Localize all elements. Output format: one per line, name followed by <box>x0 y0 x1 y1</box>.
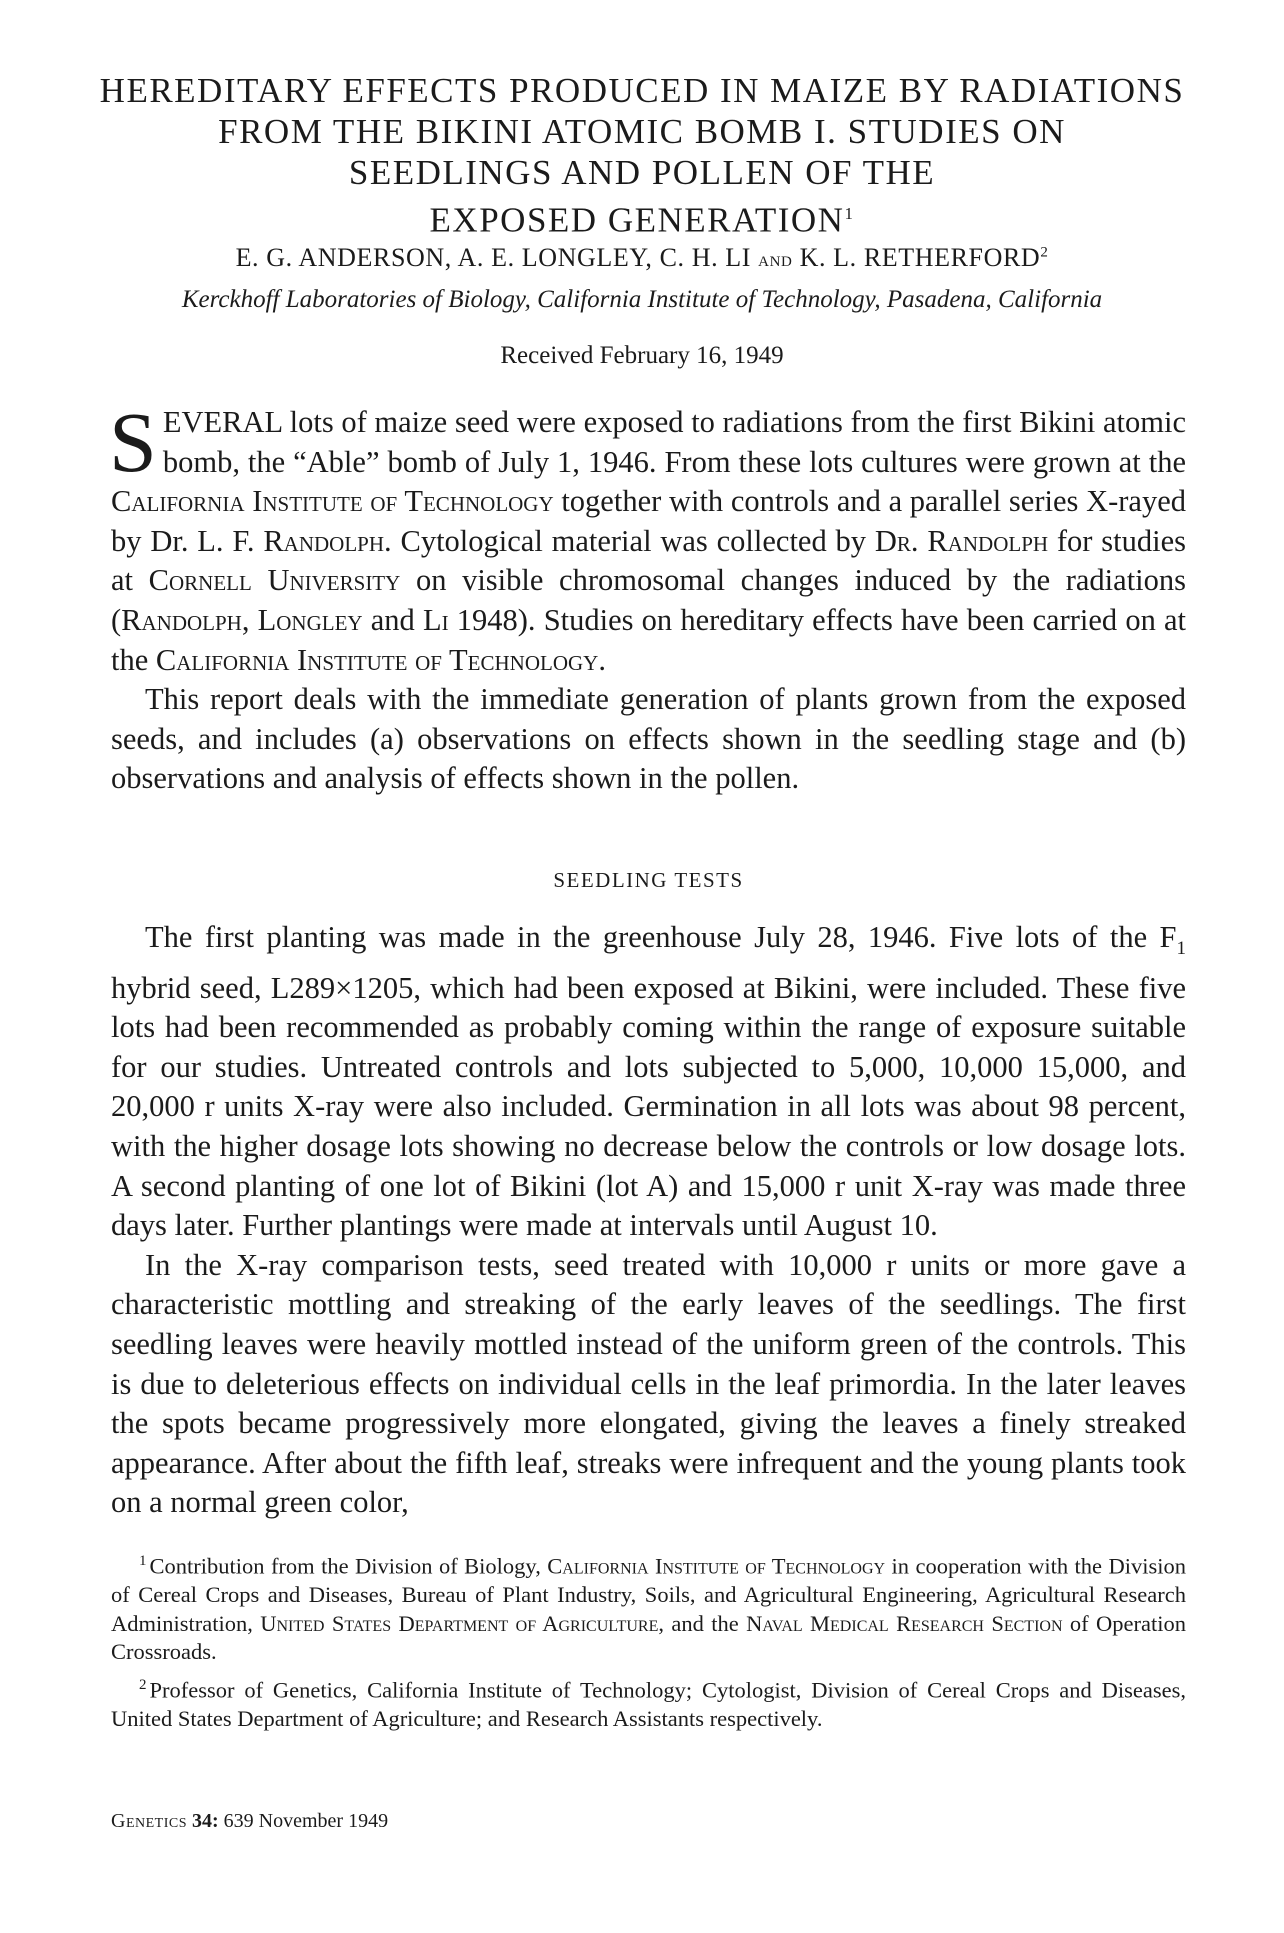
text-run: . Cytological material was collected by <box>384 523 875 558</box>
institution-name: Naval Medical Research Section <box>746 1610 1063 1636</box>
text-run: Professor of Genetics, California Institute of Technology; Cytologist, Division of Cereal Crops and Diseases, United States Department of Agriculture; and Research Assistants respectively. <box>111 1677 1186 1731</box>
footnote-mark: 2 <box>139 1676 147 1693</box>
seedling-section <box>111 918 1186 1523</box>
journal-name: Genetics <box>111 1810 187 1832</box>
drop-cap: S <box>109 394 157 490</box>
text-run: hybrid seed, L289×1205, which had been exposed at Bikini, were included. These five lots had been recommended as probably coming within the range of exposure suitable for our studies. Untreated controls and lots subjected to 5,000, 10,000 15,000, and 20,000 r units X-ray were also included. Germination in all lots was about 98 percent, with the higher dosage lots showing no decrease below the controls or low dosage lots. A second planting of one lot of Bikini (lot A) and 15,000 r unit X-ray was made three days later. Further plantings were made at intervals until August 10. <box>111 970 1186 1243</box>
text-run: 1948). Studies on hereditary effects have been carried on at the <box>111 602 1186 677</box>
received-date: Received February 16, 1949 <box>500 342 784 369</box>
citation-authors: Randolph, Longley <box>121 602 363 637</box>
journal-volume: 34: <box>192 1810 219 1832</box>
title-line-text: EXPOSED GENERATION <box>429 200 845 240</box>
text-run: The first planting was made in the greenhouse July 28, 1946. Five lots of the F <box>145 920 1177 954</box>
title-footnote-mark: 1 <box>844 204 855 223</box>
authors-part1: E. G. ANDERSON, A. E. LONGLEY, C. H. LI <box>235 243 752 272</box>
institution-name: California Institute of Technology <box>547 1553 886 1579</box>
title-line: HEREDITARY EFFECTS PRODUCED IN MAIZE BY RADIATIONS <box>99 71 1185 110</box>
text-run: together with controls and a parallel series X-rayed by Dr. L. F. <box>111 484 1186 558</box>
text-run: for studies at <box>111 523 1186 598</box>
text-run: Contribution from the Division of Biology, <box>149 1553 548 1579</box>
text-run: on visible chromosomal changes induced by the radiations ( <box>111 563 1187 637</box>
authors-and: and <box>758 246 793 271</box>
author-footnote-mark: 2 <box>1040 244 1049 261</box>
page-and-date: 639 November 1949 <box>218 1810 389 1832</box>
institution-name: California Institute of Technology <box>111 484 554 519</box>
subscript: 1 <box>1176 938 1186 960</box>
title-line: SEEDLINGS AND POLLEN OF THE <box>348 153 936 192</box>
intro-paragraph-2: This report deals with the immediate generation of plants grown from the exposed seeds, and includes (a) observations on effects shown in the seedling stage and (b) observations and analysis of effects shown in the pollen. <box>111 682 1186 796</box>
section-heading: SEEDLING TESTS <box>553 868 744 892</box>
footnote-mark: 1 <box>139 1553 147 1569</box>
footnotes <box>111 1547 1186 1737</box>
title-line <box>90 193 1194 241</box>
affiliation: Kerckhoff Laboratories of Biology, California Institute of Technology, Pasadena, California <box>181 286 1103 313</box>
title-line: FROM THE BIKINI ATOMIC BOMB I. STUDIES ON <box>218 112 1066 151</box>
author-name: Dr. Randolph <box>874 523 1049 558</box>
intro-paragraph-1 <box>109 394 1187 680</box>
page-footer <box>111 1810 388 1833</box>
citation-author: Li <box>422 602 449 637</box>
institution-name: United States Department of Agriculture <box>260 1610 659 1636</box>
text-run: and <box>362 602 423 637</box>
text-run: , and the <box>658 1610 747 1636</box>
footnote-2 <box>111 1671 1186 1734</box>
text-run: . <box>598 642 606 677</box>
author-name: Randolph <box>263 523 385 558</box>
text-run: EVERAL lots of maize seed were exposed to radiations from the first Bikini atomic bomb, the “Able” bomb of July 1, 1946. From these lots cultures were grown at the <box>162 405 1186 479</box>
seedling-paragraph-2: In the X-ray comparison tests, seed treated with 10,000 r units or more gave a characteristic mottling and streaking of the early leaves of the seedlings. The first seedling leaves were heavily mottled instead of the uniform green of the controls. This is due to deleterious effects on individual cells in the leaf primordia. In the later leaves the spots became progressively more elongated, giving the leaves a finely streaked appearance. After about the fifth leaf, streaks were infrequent and the young plants took on a normal green color, <box>111 1247 1186 1520</box>
authors-part2: K. L. RETHERFORD <box>799 243 1041 272</box>
institution-name: California Institute of Technology <box>155 642 599 677</box>
intro-section <box>109 394 1187 799</box>
text-run: in cooperation with the Division of Cereal Crops and Diseases, Bureau of Plant Industry, Soils, and Agricultural Engineering, Agricultural Research Administration, <box>111 1553 1186 1636</box>
text-run: of Operation Crossroads. <box>111 1610 1186 1664</box>
seedling-paragraph-1 <box>111 918 1186 1246</box>
footnote-1 <box>111 1547 1186 1667</box>
article-title <box>90 70 1194 241</box>
institution-name: Cornell University <box>148 563 401 598</box>
author-list <box>90 243 1194 273</box>
